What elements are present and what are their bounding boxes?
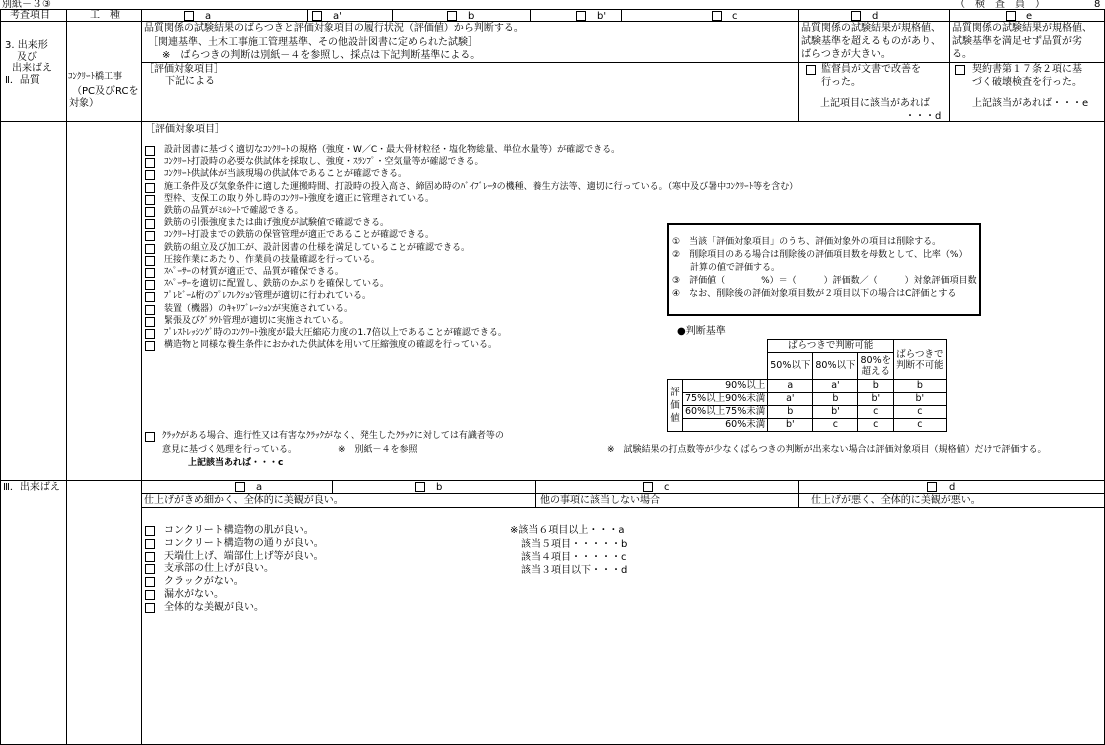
grade-c-checkbox[interactable] — [712, 11, 722, 22]
rule — [66, 9, 67, 745]
section-finish-title: Ⅲ．出来ばえ — [3, 482, 60, 493]
crack-text: ｸﾗｯｸがある場合、進行性又は有害なｸﾗｯｸがなく、発生したｸﾗｯｸに対しては有識者等の — [162, 431, 504, 441]
checklist-item: コンクリート構造物の通りが良い。 — [164, 537, 324, 549]
e-check-text: 契約書第１７条２項に基 — [972, 64, 1082, 75]
grade-e-label: e — [1026, 11, 1033, 22]
criteria-unjudgeable-header: ばらつきで 判断不可能 — [894, 340, 947, 380]
rule — [949, 9, 950, 122]
criteria-row-label: 60%以上75%未満 — [683, 406, 768, 419]
note-line: ② 削除項目のある場合は削除後の評価項目数を母数として、比率（%） — [672, 250, 968, 260]
criteria-group-header: ばらつきで判断可能 — [768, 340, 894, 353]
checklist-checkbox[interactable] — [145, 539, 155, 550]
e-desc: る。 — [952, 49, 972, 60]
rule — [621, 9, 622, 22]
checklist-item: ｽﾍﾟｰｻｰを適切に配置し、鉄筋のかぶりを確保している。 — [164, 279, 390, 290]
work-type: ｺﾝｸﾘｰﾄ橋工事 — [68, 72, 123, 82]
checklist-checkbox[interactable] — [145, 244, 155, 255]
item-title: 出来ばえ — [12, 63, 52, 74]
d-check-checkbox[interactable] — [806, 65, 816, 76]
criteria-cell: c — [858, 419, 894, 432]
rule — [530, 9, 531, 22]
criteria-cell: c — [894, 406, 947, 419]
grade-b-checkbox[interactable] — [447, 11, 457, 22]
finish-grade-b-checkbox[interactable] — [415, 482, 425, 493]
checklist-checkbox[interactable] — [145, 564, 155, 575]
crack-note: 上記該当あれば・・・c — [188, 458, 284, 468]
d-note: ・・・d — [905, 111, 942, 122]
criteria-row-label: 75%以上90%未満 — [683, 393, 768, 406]
criteria-cell: a' — [768, 393, 813, 406]
criteria-cell: b' — [813, 406, 858, 419]
sheet-label: 別紙－３③ — [2, 0, 51, 10]
checklist-item: 圧接作業にあたり、作業員の技量確認を行っている。 — [164, 254, 381, 265]
finish-grade-c-checkbox[interactable] — [643, 482, 653, 493]
checklist-checkbox[interactable] — [145, 577, 155, 588]
checklist-item: 緊張及びｸﾞﾗｳﾄ管理が適切に実施されている。 — [164, 315, 349, 326]
checklist-checkbox[interactable] — [145, 317, 155, 328]
rule — [535, 480, 536, 508]
item-title: 3. 出来形 — [5, 40, 48, 51]
criteria-cell: b — [858, 380, 894, 393]
finish-grade-d-checkbox[interactable] — [927, 482, 937, 493]
crack-ref: ※ 別紙－４を参照 — [338, 445, 418, 455]
checklist-checkbox[interactable] — [145, 268, 155, 279]
finish-c-desc: 他の事項に該当しない場合 — [540, 495, 660, 506]
item-title-quality: Ⅱ．品質 — [5, 75, 40, 86]
checklist-item: 天端仕上げ、端部仕上げ等が良い。 — [164, 550, 324, 562]
d-check-text: 行った。 — [821, 77, 861, 88]
checklist-item: 支承部の仕上げが良い。 — [164, 563, 274, 575]
rule — [141, 9, 142, 745]
finish-grade-c-label: c — [664, 482, 670, 493]
grade-b-prime-label: b' — [597, 11, 607, 22]
note-line: ① 当該「評価対象項目」のうち、評価対象外の項目は削除する。 — [672, 237, 942, 247]
grade-e-checkbox[interactable] — [1006, 11, 1016, 22]
grade-a-label: a — [205, 11, 212, 22]
checklist-item: 鉄筋の品質がﾐﾙｼｰﾄで確認できる。 — [164, 206, 304, 216]
criteria-cell: b' — [894, 393, 947, 406]
criteria-row-label: 90%以上 — [683, 380, 768, 393]
criteria-cell: b — [894, 380, 947, 393]
rule — [0, 9, 1, 745]
grade-a-prime-label: a' — [333, 11, 342, 22]
checklist-checkbox[interactable] — [145, 256, 155, 267]
rule — [141, 493, 1105, 494]
criteria-col-header: 80%を 超える — [858, 353, 894, 380]
grade-d-label: d — [872, 11, 879, 22]
work-type: 対象） — [69, 98, 99, 109]
checklist-item: ｺﾝｸﾘｰﾄ打設までの鉄筋の保管管理が適正であることが確認できる。 — [164, 230, 435, 241]
criteria-cell: b' — [858, 393, 894, 406]
rule — [141, 507, 1105, 508]
criteria-cell: c — [858, 406, 894, 419]
rule — [307, 9, 308, 22]
rule — [392, 9, 393, 22]
checklist-item: 鉄筋の組立及び加工が、設計図書の仕様を満足していることが確認できる。 — [164, 242, 471, 253]
checklist-item: 装置（機器）のｷｬﾘﾌﾞﾚｰｼｮﾝが実施されている。 — [164, 303, 354, 314]
checklist-checkbox[interactable] — [145, 329, 155, 340]
checklist-item: 施工条件及び気象条件に適した運搬時間、打設時の投入高さ、締固め時のﾊﾞｲﾌﾞﾚｰﾀの機種、養生方法等、適切に行っている。（寒中及び暑中ｺﾝｸﾘｰﾄ等を含む） — [164, 181, 799, 192]
quality-desc: ［関連基準、土木工事施工管理基準、その他設計図書に定められた試験］ — [148, 37, 478, 48]
rule — [798, 9, 799, 122]
target-sub: 下記による — [165, 76, 215, 87]
checklist-item: 設計図書に基づく適切なｺﾝｸﾘｰﾄの規格（強度・W／C・最大骨材粒径・塩化物総量、単位水量等）が確認できる。 — [164, 145, 621, 155]
item-title: 及び — [17, 52, 37, 63]
bottom-note: ※ 試験結果の打点数等が少なくばらつきの判断が出来ない場合は評価対象項目（規格値）だけで評価する。 — [607, 445, 1047, 455]
rule — [798, 480, 799, 508]
checklist-item: ﾌﾟﾚﾋﾞｰﾑ桁のﾌﾟﾚﾌﾚｸｼｮﾝ管理が適切に行われている。 — [164, 291, 372, 302]
rule — [141, 62, 1105, 63]
criteria-row-head: 評 価 値 — [668, 380, 683, 432]
criteria-cell: c — [813, 419, 858, 432]
checklist-checkbox[interactable] — [145, 183, 155, 194]
note-box — [667, 223, 981, 316]
checklist-item: 構造物と同様な養生条件におかれた供試体を用いて圧縮強度の確認を行っている。 — [164, 340, 498, 351]
finish-grade-a-label: a — [256, 482, 263, 493]
finish-grade-d-label: d — [949, 482, 956, 493]
note-line: 計算の値で評価する。 — [672, 263, 781, 273]
finish-grade-b-label: b — [436, 482, 443, 493]
d-desc: ばらつきが大きい。 — [801, 49, 891, 60]
checklist-checkbox[interactable] — [145, 341, 155, 352]
grade-b-label: b — [468, 11, 475, 22]
checklist-item: 漏水がない。 — [164, 589, 224, 600]
e-desc: 品質関係の試験結果が規格値、 — [952, 23, 1092, 34]
criteria-cell: c — [894, 419, 947, 432]
grade-b-prime-checkbox[interactable] — [576, 11, 586, 22]
checklist-item: ﾌﾟﾚｽﾄﾚｯｼﾝｸﾞ時のｺﾝｸﾘｰﾄ強度が最大圧縮応力度の1.7倍以上であることが確認できる。 — [164, 328, 507, 338]
checklist-item: 型枠、支保工の取り外し時のｺﾝｸﾘｰﾄ強度を適正に管理されている。 — [164, 193, 435, 204]
rule — [0, 21, 1105, 22]
e-check-text: づく破壊検査を行った。 — [972, 77, 1082, 88]
grade-a-prime-checkbox[interactable] — [312, 11, 322, 22]
checklist-checkbox[interactable] — [145, 231, 155, 242]
criteria-cell: a — [768, 380, 813, 393]
checklist-checkbox[interactable] — [145, 158, 155, 169]
grade-d-checkbox[interactable] — [851, 11, 861, 22]
col-item-header: 考査項目 — [10, 10, 50, 21]
checklist-item: コンクリート構造物の肌が良い。 — [164, 525, 314, 536]
checklist-checkbox[interactable] — [145, 280, 155, 291]
checklist-checkbox[interactable] — [145, 219, 155, 230]
checklist-checkbox[interactable] — [145, 526, 155, 537]
criteria-cell: b — [813, 393, 858, 406]
finish-scoring: 該当３項目以下・・・d — [521, 565, 628, 576]
criteria-title: ●判断基準 — [677, 326, 726, 337]
checklist-checkbox[interactable] — [145, 603, 155, 614]
criteria-cell: a' — [813, 380, 858, 393]
d-check-text: 監督員が文書で改善を — [821, 64, 921, 75]
checklist-checkbox[interactable] — [145, 292, 155, 303]
page-number: 8 — [1094, 0, 1101, 10]
finish-grade-a-checkbox[interactable] — [235, 482, 245, 493]
crack-text: 意見に基づく処理を行っている。 — [162, 445, 298, 455]
eval-title: ［評価対象項目］ — [145, 124, 225, 135]
criteria-cell: b — [768, 406, 813, 419]
note-line: ④ なお、削除後の評価対象項目数が２項目以下の場合はC評価とする — [672, 289, 957, 299]
criteria-col-header: 80%以下 — [813, 353, 858, 380]
criteria-corner — [668, 340, 768, 380]
criteria-cell: b' — [768, 419, 813, 432]
checklist-checkbox[interactable] — [145, 305, 155, 316]
checklist-item: 鉄筋の引張強度または曲げ強度が試験値で確認できる。 — [164, 218, 390, 229]
e-desc: 試験基準を満足せず品質が劣 — [952, 36, 1082, 47]
criteria-row-label: 60%未満 — [683, 419, 768, 432]
work-type: （PC及びRCを — [72, 86, 139, 97]
checklist-item: クラックがない。 — [164, 576, 244, 588]
e-note: 上記該当があれば・・・e — [972, 98, 1089, 109]
finish-scoring: 該当５項目・・・・・b — [521, 539, 628, 550]
checklist-item: ｽﾍﾟｰｻｰの材質が適正で、品質が確保できる。 — [164, 267, 344, 277]
target-label: ［評価対象項目］ — [144, 64, 224, 75]
grade-c-label: c — [732, 11, 738, 22]
finish-d-desc: 仕上げが悪く、全体的に美観が悪い。 — [811, 495, 981, 506]
e-check-checkbox[interactable] — [955, 65, 965, 76]
d-desc: 品質関係の試験結果が規格値、 — [801, 23, 941, 34]
checklist-checkbox[interactable] — [145, 207, 155, 218]
checklist-checkbox[interactable] — [145, 146, 155, 157]
checklist-checkbox[interactable] — [145, 552, 155, 563]
criteria-col-header: 50%以下 — [768, 353, 813, 380]
checklist-item: ｺﾝｸﾘｰﾄ打設時の必要な供試体を採取し、強度・ｽﾗﾝﾌﾟ・空気量等が確認できる。 — [164, 157, 484, 168]
finish-scoring: ※該当６項目以上・・・a — [510, 525, 625, 536]
rule — [332, 480, 333, 494]
checklist-checkbox[interactable] — [145, 590, 155, 601]
crack-checkbox[interactable] — [145, 432, 155, 443]
d-desc: 試験基準を超えるものがあり、 — [801, 36, 941, 47]
checklist-item: ｺﾝｸﾘｰﾄ供試体が当該現場の供試体であることが確認できる。 — [164, 169, 408, 180]
note-line: ③ 評価値（ %）＝（ ）評価数／（ ）対象評価項目数 — [672, 276, 977, 286]
inspector-label: （ 検 査 員 ） — [955, 0, 1045, 10]
rule — [0, 480, 1105, 481]
rule — [0, 9, 1105, 10]
finish-a-desc: 仕上げがきめ細かく、全体的に美観が良い。 — [144, 495, 344, 506]
checklist-checkbox[interactable] — [145, 170, 155, 181]
checklist-item: 全体的な美観が良い。 — [164, 601, 264, 613]
quality-desc: ※ ばらつきの判断は別紙－４を参照し、採点は下記判断基準による。 — [162, 50, 481, 61]
grade-a-checkbox[interactable] — [184, 11, 194, 22]
quality-desc: 品質関係の試験結果のばらつきと評価対象項目の履行状況（評価値）から判断する。 — [144, 23, 524, 34]
checklist-checkbox[interactable] — [145, 195, 155, 206]
criteria-table — [667, 339, 947, 432]
d-note: 上記項目に該当があれば — [820, 98, 930, 109]
col-type-header: 工 種 — [90, 10, 120, 21]
finish-scoring: 該当４項目・・・・・c — [521, 552, 627, 563]
